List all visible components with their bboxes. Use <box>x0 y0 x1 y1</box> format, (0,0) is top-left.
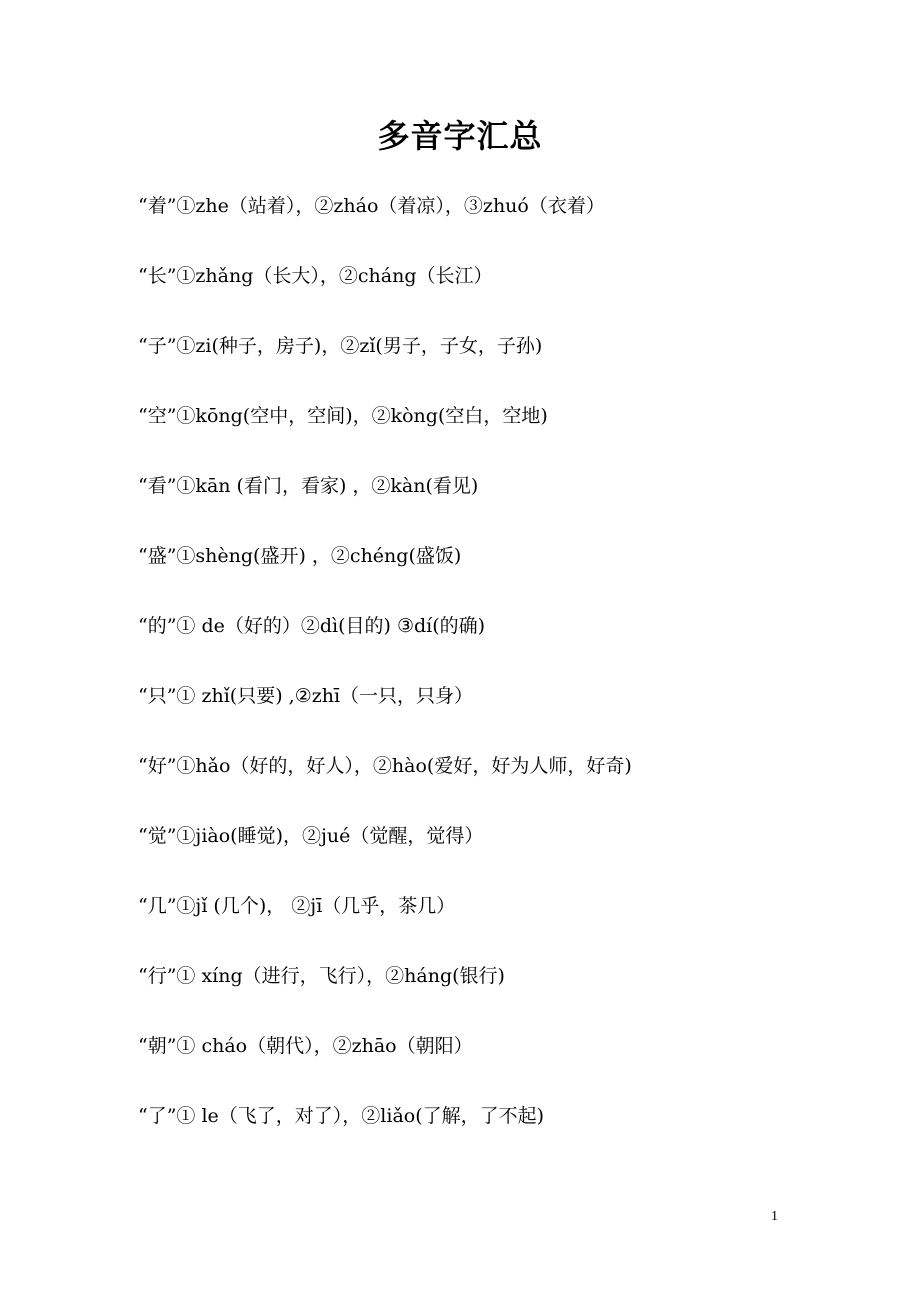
entry-hao: “好”①hǎo（好的，好人），②hào(爱好，好为人师，好奇) <box>138 755 632 777</box>
entry-de: “的”① de（好的）②dì(目的) ③dí(的确) <box>138 615 486 637</box>
entry-ji: “几”①jǐ (几个)， ②jī（几乎，茶几） <box>138 895 456 917</box>
entry-sheng: “盛”①shèng(盛开) ，②chéng(盛饭) <box>138 545 462 567</box>
polyphonic-entry-list <box>138 188 632 1168</box>
entry-chao: “朝”① cháo（朝代），②zhāo（朝阳） <box>138 1035 473 1057</box>
entry-jiao: “觉”①jiào(睡觉)，②jué（觉醒，觉得） <box>138 825 484 847</box>
entry-zi: “子”①zi(种子，房子)，②zǐ(男子，子女，子孙) <box>138 335 543 357</box>
page-number: 1 <box>771 1209 778 1224</box>
entry-zhi: “只”① zhǐ(只要) ,②zhī（一只，只身） <box>138 685 474 707</box>
entry-le: “了”① le（飞了，对了），②liǎo(了解，了不起) <box>138 1105 545 1127</box>
entry-zhang: “长”①zhǎng（长大），②cháng（长江） <box>138 265 493 287</box>
entry-kong: “空”①kōng(空中，空间)，②kòng(空白，空地) <box>138 405 548 427</box>
entry-xing: “行”① xíng（进行，飞行），②háng(银行) <box>138 965 505 987</box>
entry-zhe: “着”①zhe（站着），②zháo（着凉），③zhuó（衣着） <box>138 195 605 217</box>
page-title: 多音字汇总 <box>377 117 543 155</box>
entry-kan: “看”①kān (看门，看家) ，②kàn(看见) <box>138 475 479 497</box>
